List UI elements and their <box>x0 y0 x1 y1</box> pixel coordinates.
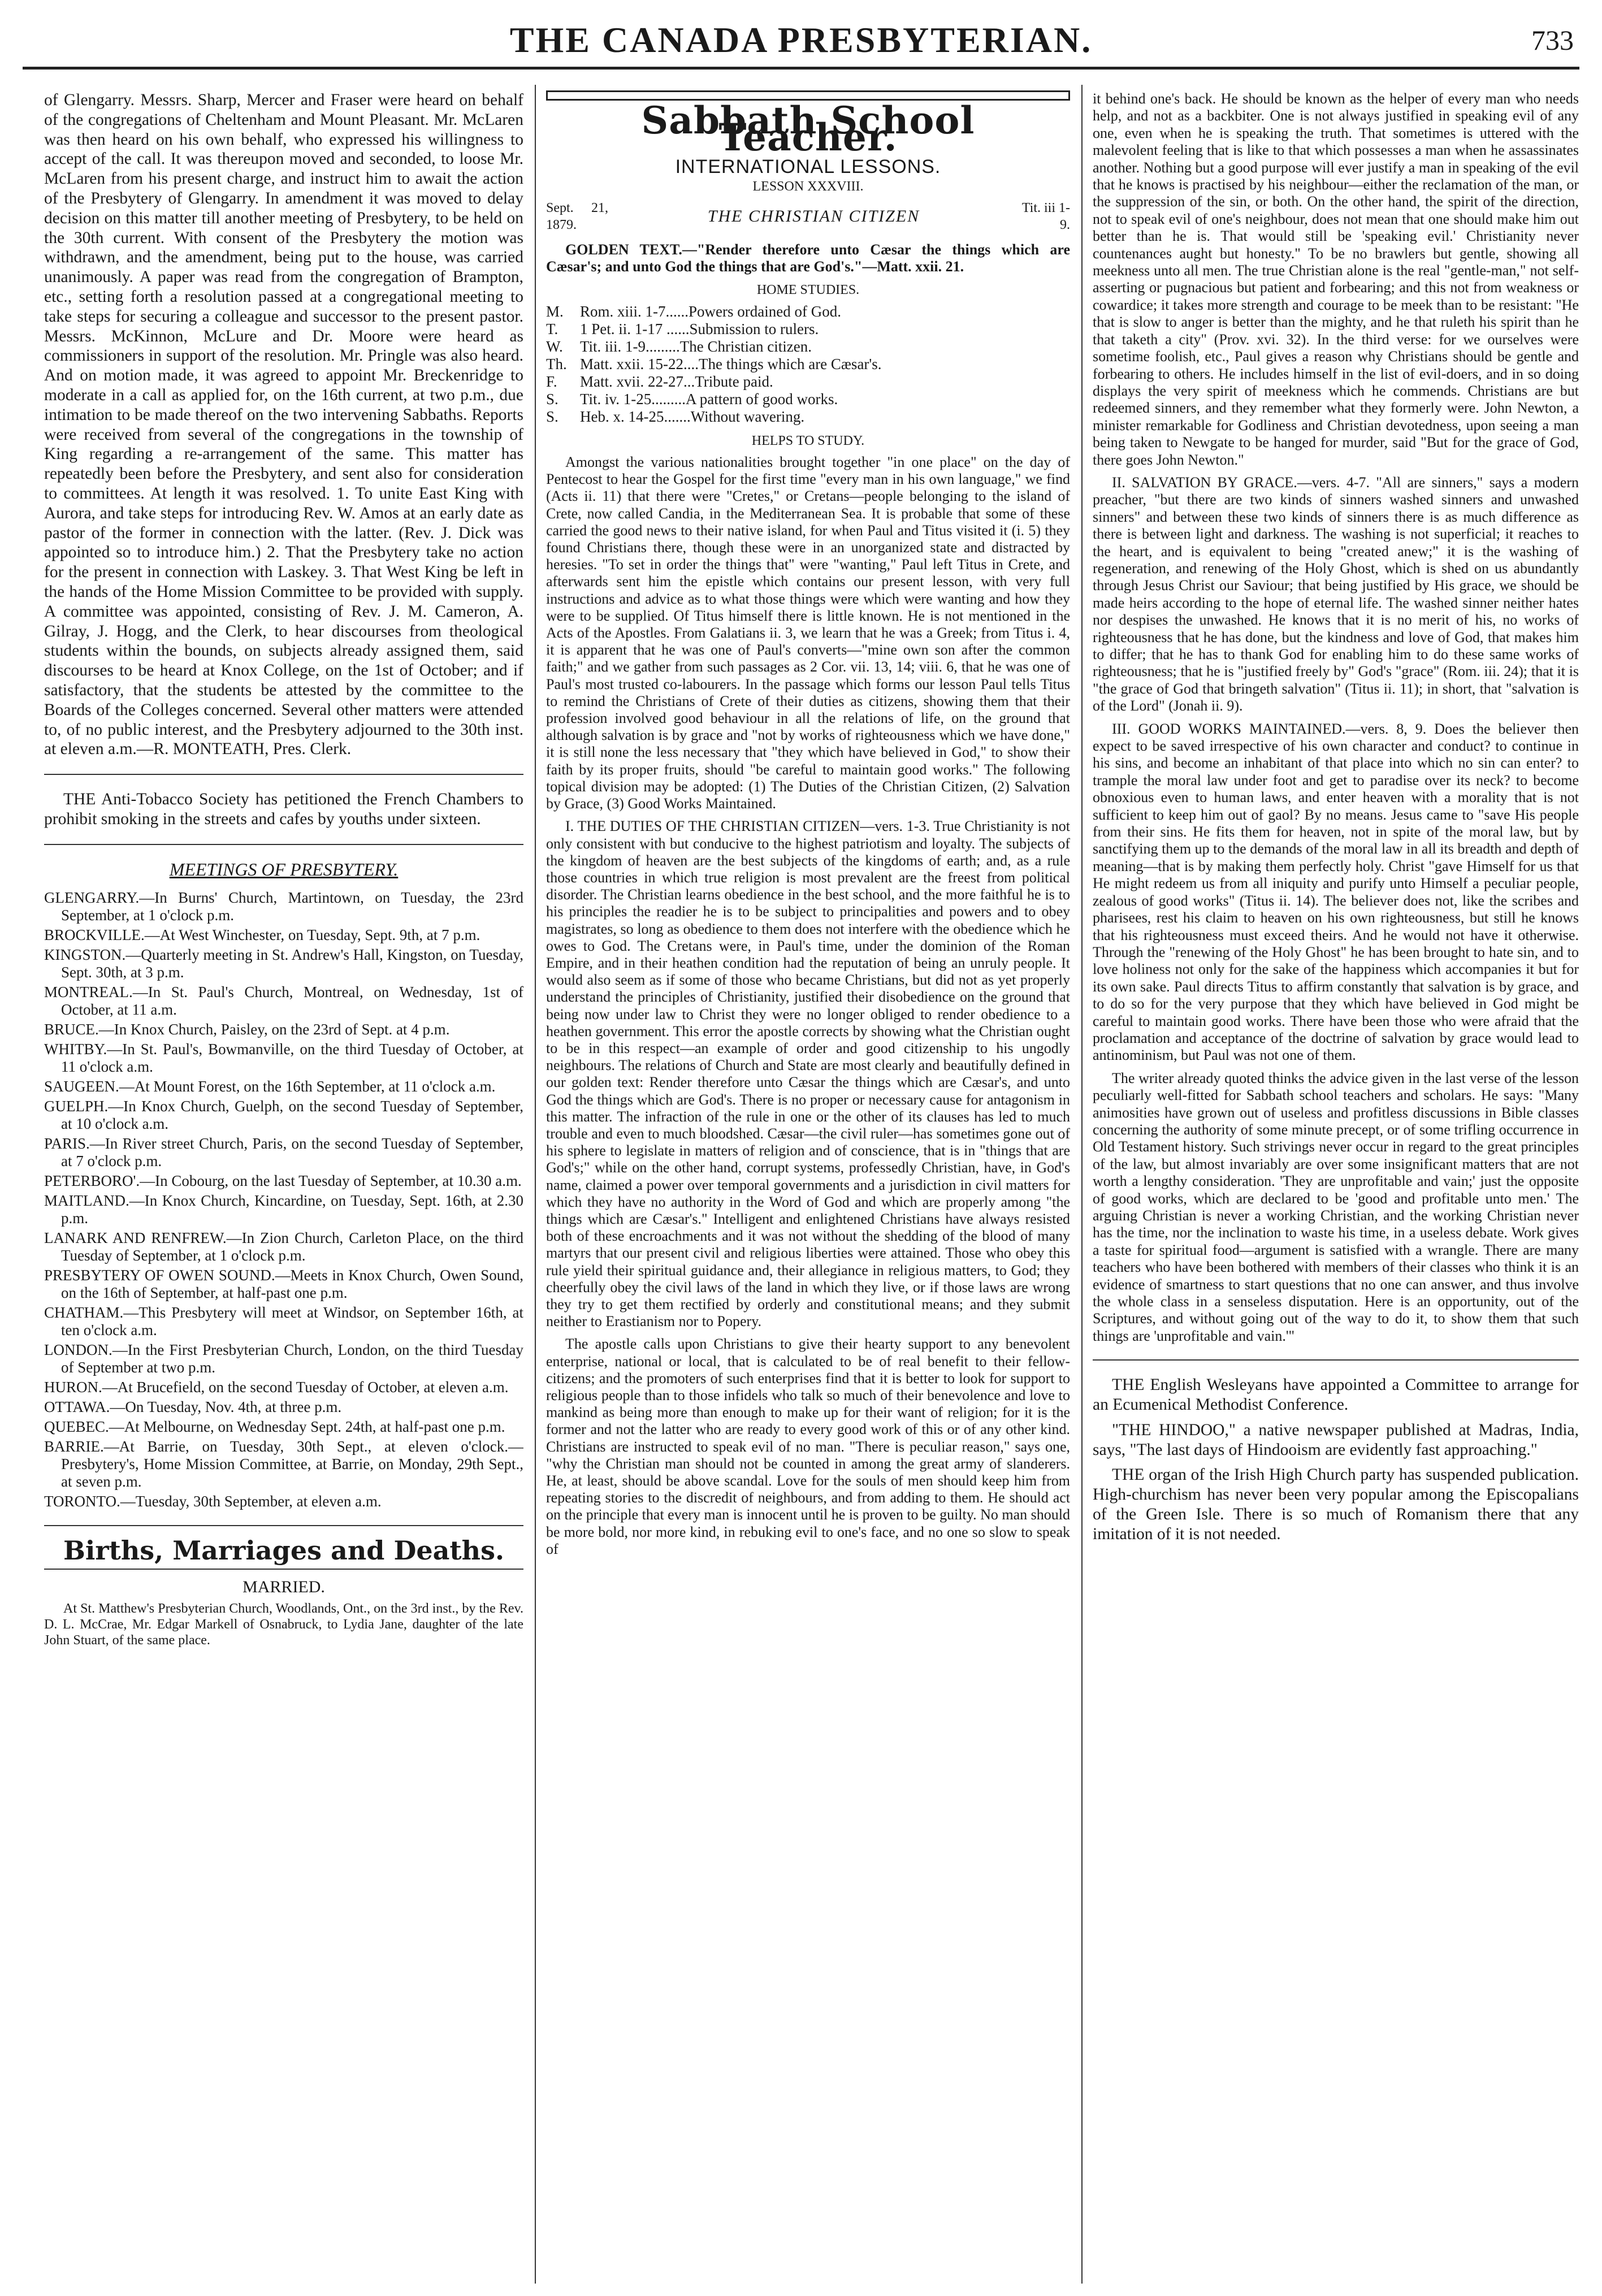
divider <box>44 774 523 775</box>
divider <box>44 1569 523 1570</box>
home-study-text: Matt. xxii. 15-22....The things which are Cæsar's. <box>580 355 882 372</box>
presbytery-report: of Glengarry. Messrs. Sharp, Mercer and Fraser were heard on behalf of the congregations of Cheltenham and Mount Pleasant. Mr. McLaren was then heard on his own behalf, who expressed his willingness to accept of the call. It was thereupon moved and seconded, to loose Mr. McLaren from his present charge, and instruct him to await the action of the Presbytery of Glengarry. In amendment it was moved to delay decision on this matter till another meeting of Presbytery, to be held on the 30th current. With consent of the Presbytery the motion was withdrawn, and the amendment, being put to the house, was carried unanimously. A paper was read from the congregation of Brampton, etc., setting forth a resolution passed at a congregational meeting to take steps for securing a colleague and successor to the present pastor. Messrs. McKinnon, McLure and Dr. Moore were heard as commissioners in support of the resolution. Mr. Pringle was also heard. And on motion made, it was agreed to appoint Mr. Breckenridge to moderate in a call as applied for, on the 16th current, at two p.m., due intimation to be made thereof on the two intervening Sabbaths. Reports were received from several of the congregations in the township of King regarding a re-arrangement of the same. This matter has repeatedly been before the Presbytery, and sent also for consideration to committees. At length it was resolved. 1. To unite East King with Aurora, and take steps for introducing Rev. W. Amos at an early date as pastor of the former in connection with the latter. (Rev. J. Dick was appointed so to introduce him.) 2. That the Presbytery take no action for the present in connection with Laskey. 3. That West King be left in the hands of the Home Mission Committee to be provided with supply. A committee was appointed, consisting of Rev. J. M. Cameron, A. Gilray, J. Hogg, and the Clerk, to hear discourses from theological students within the bounds, on subjects already assigned them, said discourses to be heard at Knox College, on the 1st of October; and if satisfactory, that the students be attested by the committee to the Boards of the Colleges concerned. Several other matters were attended to, of no public interest, and the Presbytery adjourned to the 30th inst. at eleven a.m.—R. MONTEATH, Pres. Clerk. <box>44 91 523 759</box>
column-middle <box>546 90 1070 2284</box>
meeting-entry: MAITLAND.—In Knox Church, Kincardine, on Tuesday, Sept. 16th, at 2.30 p.m. <box>44 1192 523 1227</box>
meeting-entry: TORONTO.—Tuesday, 30th September, at eleven a.m. <box>44 1493 382 1510</box>
golden-text: GOLDEN TEXT.—"Render therefore unto Cæsar the things which are Cæsar's; and unto God the things that are God's."—Matt. xxii. 21. <box>546 241 1070 275</box>
home-study-day: Th. <box>546 355 567 372</box>
lesson-continued: it behind one's back. He should be known as the helper of every man who needs help, and not as a backbiter. One is not always justified in speaking evil of any one, even when he is speaking the truth. That sometimes is uttered with the malevolent feeling that is like to that which possesses a man when he assassinates another. Nothing but a good purpose will ever justify a man in speaking of the evil that he knows is practised by his neighbour—either the reclamation of the man, or the suppression of the sin, or both. On the other hand, the spirit of the direction, not to speak evil of one's neighbour, does not mean that one should make him out better than he is. That would still be 'speaking evil.' Christianity never countenances aught but honesty." To be no brawlers but gentle, showing all meekness unto all men. The true Christian alone is the real "gentle-man," not self-asserting or pugnacious but patient and forbearing; and this not from weakness or cowardice; it takes more strength and courage to be meek than to be resistant: "He that is slow to anger is better than the mighty, and he that ruleth his spirit than he that taketh a city" (Prov. xvi. 32). In the third verse: for we ourselves were sometime foolish, etc., Paul gives a reason why Christians should be gentle and forbearing to others. He includes himself in the list of evil-doers, and in so doing displays the very spirit of meekness which he commends. Christians are but redeemed sinners, and they remember what they formerly were. John Newton, a minister remarkable for Godliness and Christian devotedness, upon seeing a man being taken to Newgate to be hanged for murder, said "But for the grace of God, there goes John Newton." <box>1093 90 1579 468</box>
home-studies-list <box>546 303 1070 426</box>
meeting-entry: GLENGARRY.—In Burns' Church, Martintown, on Tuesday, the 23rd September, at 1 o'clock p.m. <box>44 889 523 924</box>
home-study-row <box>546 303 1070 320</box>
meeting-entry: GUELPH.—In Knox Church, Guelph, on the second Tuesday of September, at 10 o'clock a.m. <box>44 1098 523 1133</box>
column-left <box>44 90 523 2284</box>
births-heading: Births, Marriages and Deaths. <box>63 1535 505 1566</box>
home-study-text: 1 Pet. ii. 1-17 ......Submission to rulers. <box>580 320 819 337</box>
lesson-title: THE CHRISTIAN CITIZEN <box>707 206 920 226</box>
married-notice: At St. Matthew's Presbyterian Church, Woodlands, Ont., on the 3rd inst., by the Rev. D. L. McCrae, Mr. Edgar Markell of Osnabruck, to Lydia Jane, daughter of the late John Stuart, of the same place. <box>44 1601 523 1648</box>
column-divider <box>1081 85 1083 2284</box>
meeting-entry: LANARK AND RENFREW.—In Zion Church, Carleton Place, on the third Tuesday of September, at 1 o'clock p.m. <box>44 1229 523 1264</box>
meeting-entry: LONDON.—In the First Presbyterian Church, London, on the third Tuesday of September at two p.m. <box>44 1341 523 1376</box>
meetings-list <box>44 889 523 1510</box>
meetings-heading: MEETINGS OF PRESBYTERY. <box>169 859 399 880</box>
hindoo-note: "THE HINDOO," a native newspaper published at Madras, India, says, "The last days of Hindooism are evidently fast approaching." <box>1093 1420 1579 1459</box>
home-study-day: W. <box>546 337 563 355</box>
meeting-entry: CHATHAM.—This Presbytery will meet at Windsor, on September 16th, at ten o'clock a.m. <box>44 1304 523 1339</box>
helps-duties: I. THE DUTIES OF THE CHRISTIAN CITIZEN—vers. 1-3. True Christianity is not only consistent with but conducive to the highest patriotism and loyalty. The subjects of the kingdom of heaven are the best subjects of the kingdoms of earth; and, as a rule those countries in which true religion is most prevalent are the freest from political disorder. The Christian learns obedience in the best school, and the more faithful he is to his principles the readier he is to be subject to principalities and powers and to obey magistrates, so long as obedience to them does not interfere with the obedience which he owes to God. The Cretans were, in Paul's time, under the dominion of the Roman Empire, and in their heathen condition had the reputation of being an unruly people. It would also seem as if some of those who became Christians, but did not as yet properly understand the principles of Christianity, justified their disobedience on the ground that being now under law to Christ they were no longer obliged to render obedience to a heathen government. This error the apostle corrects by showing what the Christian ought to be in this respect—an example of order and good citizenship to his ungodly neighbours. The relations of Church and State are most clearly and beautifully defined in our golden text: Render therefore unto Cæsar the things which are Cæsar's, and unto God the things which are God's. There is no proper or necessary cause for antagonism in this matter. The infraction of the rule in one or the other of its clauses has led to much trouble and even to much bloodshed. Cæsar—the civil ruler—has sometimes gone out of his sphere to legislate in matters of religion and of conscience, that is in "things that are God's;" while on the other hand, corrupt systems, professedly Christian, have, in God's name, claimed a power over temporal governments and a jurisdiction in civil matters for which they have no authority in the Word of God and which are properly among "the things which are Cæsar's." Intelligent and enlightened Christians have always resisted both of these encroachments and it was not without the shedding of the blood of many martyrs that our present civil and religious liberties were attained. Those who obey this rule yield their spiritual guidance and, their allegiance in religious matters, to God; they cheerfully obey the civil laws of the land in which they live, or if those laws are wrong they try to get them rectified by orderly and constitutional means; and they submit neither to Erastianism nor to Popery. <box>546 818 1070 1330</box>
meeting-entry: WHITBY.—In St. Paul's, Bowmanville, on the third Tuesday of October, at 11 o'clock a.m. <box>44 1041 523 1076</box>
meeting-entry: QUEBEC.—At Melbourne, on Wednesday Sept. 24th, at half-past one p.m. <box>44 1418 505 1436</box>
helps-benevolence: The apostle calls upon Christians to give their hearty support to any benevolent enterprise, national or local, that is calculated to be of real benefit to their fellow-citizens; and the promoters of such enterprises find that it is better to look for support to religious people than to those infidels who talk so much of their benevolence and love to mankind as being more than enough to make up for their want of religion; for it is the former and not the latter who are ready to every good work of this or of any other kind. Christians are instructed to speak evil of no man. "There is peculiar reason," says one, "why the Christian man should not be counted in among the great army of slanderers. He, at least, should be above scandal. Love for the souls of men should keep him from repeating stories to the discredit of neighbours, and from adding to them. He should act on the principle that every man is innocent until he is proven to be guilty. No man should be more bold, nor more kind, in rebuking evil to one's face, and no one so slow to speak of <box>546 1336 1070 1557</box>
column-right <box>1093 90 1579 2284</box>
salvation-by-grace: II. SALVATION BY GRACE.—vers. 4-7. "All are sinners," says a modern preacher, "but there are two kinds of sinners washed sinners and unwashed sinners" and between these two kinds of sinners there is as much difference as there is between light and darkness. The washing is not superficial; it reaches to the heart, and is equivalent to being "created anew;" it is the washing of regeneration, and renewing of the Holy Ghost, which is shed on us abundantly through Jesus Christ our Saviour; that being justified by His grace, we should be made heirs according to the hope of eternal life. The washed sinner neither hates nor despises the unwashed. He knows that it is no merit of his, no works of righteousness that he has done, but the kindness and love of God, that makes him to differ; that he has to thank God for enabling him to do these same works of righteousness; that he is "justified freely by" God's "grace" (Rom. iii. 24); that it is "the grace of God that bringeth salvation" (Titus ii. 11); in short, that "salvation is of the Lord" (Jonah ii. 9). <box>1093 474 1579 714</box>
writer-advice: The writer already quoted thinks the advice given in the last verse of the lesson peculiarly well-fitted for Sabbath school teachers and scholars. He says: "Many animosities have grown out of useless and profitless discussions in Bible classes concerning the authority of some minute precept, or of some trifling occurrence in Old Testament history. Such strivings never occur in regard to the great principles of the law, but almost invariably are over some insignificant matters that are not worth a lengthy consideration. 'They are unprofitable and vain;' just the opposite of good works, which are declared to be 'good and profitable unto men.' The arguing Christian is never a working Christian, and the working Christian never has the time, nor the inclination to waste his time, in a useless debate. Work gives a taste for spiritual food—argument is satisfied with a wrangle. There are many teachers who have been bothered with members of their classes who think it is an evidence of smartness to start questions that no one can answer, and thus involve the whole class in a senseless disputation. Here is an opportunity, out of the Scriptures, and without going out of the way to do it, to show them that such things are 'unprofitable and vain.'" <box>1093 1069 1579 1344</box>
meeting-entry: OTTAWA.—On Tuesday, Nov. 4th, at three p.m. <box>44 1398 342 1416</box>
married-heading: MARRIED. <box>243 1578 325 1597</box>
newspaper-title: THE CANADA PRESBYTERIAN. <box>509 20 1093 60</box>
column-divider <box>535 85 536 2284</box>
irish-church-note: THE organ of the Irish High Church party has suspended publication. High-churchism has never been very popular among the Episcopalians of the Green Isle. There is so much of Romanism there that any imitation of it is not needed. <box>1093 1466 1579 1543</box>
home-study-text: Heb. x. 14-25.......Without wavering. <box>580 408 805 425</box>
meeting-entry: PETERBORO'.—In Cobourg, on the last Tuesday of September, at 10.30 a.m. <box>44 1172 522 1190</box>
home-study-row <box>546 320 1070 338</box>
page-header <box>23 16 1579 70</box>
home-study-text: Tit. iv. 1-25.........A pattern of good works. <box>580 390 838 408</box>
divider <box>44 1525 523 1526</box>
home-study-day: F. <box>546 372 557 390</box>
home-study-day: T. <box>546 320 558 337</box>
helps-heading: HELPS TO STUDY. <box>751 433 865 448</box>
home-study-day: S. <box>546 408 558 425</box>
home-study-text: Tit. iii. 1-9.........The Christian citizen. <box>580 337 812 355</box>
meeting-entry: HURON.—At Brucefield, on the second Tuesday of October, at eleven a.m. <box>44 1379 509 1396</box>
home-study-row <box>546 356 1070 373</box>
meeting-entry: SAUGEEN.—At Mount Forest, on the 16th September, at 11 o'clock a.m. <box>44 1078 496 1095</box>
lesson-number: LESSON XXXVIII. <box>752 179 864 194</box>
lesson-date: Sept. 21, 1879. <box>546 200 608 233</box>
divider <box>44 844 523 845</box>
home-study-day: S. <box>546 390 558 408</box>
home-study-text: Rom. xiii. 1-7......Powers ordained of God. <box>580 302 841 320</box>
meeting-entry: KINGSTON.—Quarterly meeting in St. Andrew's Hall, Kingston, on Tuesday, Sept. 30th, at 3 p.m. <box>44 946 523 981</box>
home-study-day: M. <box>546 302 564 320</box>
home-study-text: Matt. xvii. 22-27...Tribute paid. <box>580 372 773 390</box>
meeting-entry: PRESBYTERY OF OWEN SOUND.—Meets in Knox Church, Owen Sound, on the 16th of September, at half-past one p.m. <box>44 1267 523 1302</box>
home-study-row <box>546 391 1070 408</box>
meeting-entry: BARRIE.—At Barrie, on Tuesday, 30th Sept., at eleven o'clock.—Presbytery's, Home Mission Committee, at Barrie, on Monday, 29th Sept., at seven p.m. <box>44 1438 523 1491</box>
home-study-row <box>546 338 1070 356</box>
sabbath-school-heading: Sabbath School Teacher. <box>641 98 975 160</box>
wesleyans-note: THE English Wesleyans have appointed a Committee to arrange for an Ecumenical Methodist Conference. <box>1093 1376 1579 1414</box>
home-studies-heading: HOME STUDIES. <box>756 282 860 297</box>
meeting-entry: MONTREAL.—In St. Paul's Church, Montreal, on Wednesday, 1st of October, at 11 a.m. <box>44 984 523 1019</box>
divider <box>1093 1359 1579 1361</box>
international-lessons: INTERNATIONAL LESSONS. <box>675 156 941 178</box>
helps-intro: Amongst the various nationalities brought together "in one place" on the day of Pentecost to hear the Gospel for the first time "every man in his own language," we find (Acts ii. 11) that there were "Cretes," or Cretans—people belonging to the island of Crete, now called Candia, in the Mediterranean Sea. It is probable that some of these carried the good news to their native island, for when Paul and Titus visited it (i. 5) they found Christians there, though these were in an unorganized state and distracted by heresies. "To set in order the things that" were "wanting," Paul left Titus in Crete, and afterwards sent him the epistle which contains our present lesson, with very full instructions and advice as to what those things were which were wanting and how they were to be supplied. Of Titus himself there is little known. He is not mentioned in the Acts of the Apostles. From Galatians ii. 3, we learn that he was a Greek; from Titus i. 4, it is apparent that he was one of Paul's converts—"mine own son after the common faith;" and we gather from such passages as 2 Cor. vii. 13, 14; viii. 6, that he was one of Paul's most trusted co-labourers. In the passage which forms our lesson Paul tells Titus to remind the Christians of Crete of their duties as citizens, showing them that their profession involved good behaviour in all the relations of life, on the ground that although salvation is by grace and "not by works of righteousness which we have done," it is still none the less necessary that "they which have believed in God," to show their faith by its proper fruits, should "be careful to maintain good works." The following topical division may be adopted: (1) The Duties of the Christian Citizen, (2) Salvation by Grace, (3) Good Works Maintained. <box>546 454 1070 812</box>
lesson-header <box>546 200 1070 233</box>
anti-tobacco-note: THE Anti-Tobacco Society has petitioned the French Chambers to prohibit smoking in the streets and cafes by youths under sixteen. <box>44 790 523 828</box>
good-works-maintained: III. GOOD WORKS MAINTAINED.—vers. 8, 9. Does the believer then expect to be saved irrespective of his own character and conduct? to continue in his sins, and become an inhabitant of that place into which no sin can enter? to trample the moral law under foot and get to paradise over its neck? to become obnoxious even to human laws, and enter heaven with a morality that is not sufficient to keep him out of gaol? By no means. Jesus came to "save His people from their sins. He fits them for heaven, not in spite of the moral law, but by sanctifying them up to the demands of the moral law in all its breadth and depth of meaning—that is by making them perfectly holy. Christ "gave Himself for us that He might redeem us from all iniquity and purify unto Himself a peculiar people, zealous of good works" (Titus ii. 14). The believer does not, like the scribes and pharisees, rest his claim to heaven on his own righteousness, but still he knows that his righteousness must exceed theirs. And he would not have it otherwise. Through the "renewing of the Holy Ghost" he has been brought to hate sin, and to love holiness not only for the sake of the happiness which accompanies it but for its own sake. Paul directs Titus to affirm constantly that salvation is by grace, and to do so for the very purpose that they which have believed in God might be careful to maintain good works. There have been those who were afraid that the proclamation and acceptance of the doctrine of salvation by grace would lead to antinominism, but Paul was not one of them. <box>1093 720 1579 1064</box>
meeting-entry: BRUCE.—In Knox Church, Paisley, on the 23rd of Sept. at 4 p.m. <box>44 1021 450 1038</box>
lesson-reference: Tit. iii 1-9. <box>1021 200 1070 233</box>
home-study-row <box>546 408 1070 426</box>
meeting-entry: PARIS.—In River street Church, Paris, on the second Tuesday of September, at 7 o'clock p.m. <box>44 1135 523 1170</box>
home-study-row <box>546 373 1070 391</box>
meeting-entry: BROCKVILLE.—At West Winchester, on Tuesday, Sept. 9th, at 7 p.m. <box>44 926 480 944</box>
page-number: 733 <box>1531 24 1574 56</box>
